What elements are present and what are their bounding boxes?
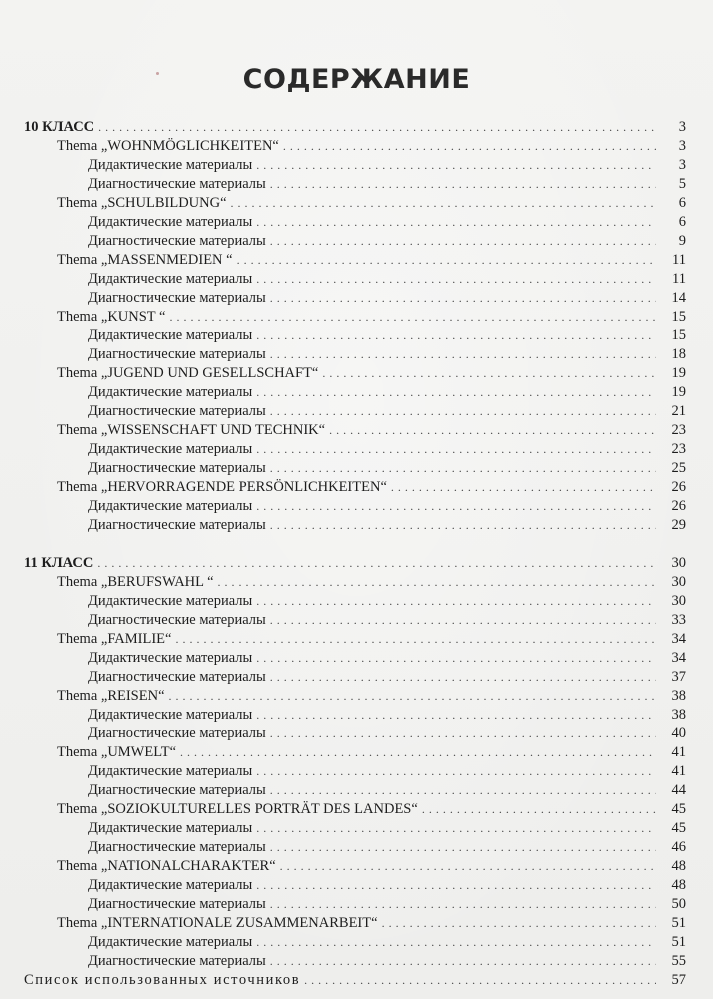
toc-subitem-row: [88, 876, 686, 894]
toc-entry-label: Дидактические материалы: [88, 384, 253, 401]
toc-subitem-row: [88, 762, 686, 780]
toc-page-number: 19: [671, 384, 686, 401]
dot-leader: [270, 232, 656, 250]
toc-section-row: [24, 554, 686, 572]
toc-subitem-row: [88, 819, 686, 837]
toc-topic-row: [57, 308, 686, 326]
toc-subitem-row: [88, 175, 686, 193]
toc-topic-row: [57, 857, 686, 875]
toc-entry-label: Дидактические материалы: [88, 498, 253, 514]
toc-subitem-row: [88, 213, 686, 231]
toc-entry-label: Thema „MASSENMEDIEN “: [57, 251, 233, 268]
toc-entry-label: Диагностические материалы: [88, 611, 266, 628]
toc-subitem-row: [88, 611, 686, 629]
toc-page-number: 51: [671, 933, 686, 950]
dot-leader: [256, 592, 656, 610]
dot-leader: [256, 326, 656, 344]
dot-leader: [237, 251, 656, 269]
dot-leader: [231, 194, 656, 212]
dot-leader: [270, 724, 656, 742]
toc-page-number: 6: [678, 213, 686, 230]
toc-page-number: 26: [671, 498, 686, 514]
dot-leader: [391, 478, 656, 496]
dot-leader: [304, 971, 656, 989]
toc-subitem-row: [88, 383, 686, 401]
dot-leader: [256, 933, 656, 951]
toc-entry-label: Диагностические материалы: [88, 782, 266, 799]
dot-leader: [329, 421, 656, 439]
toc-entry-label: Thema „SCHULBILDUNG“: [57, 194, 227, 211]
toc-entry-label: Thema „UMWELT“: [57, 744, 177, 761]
toc-page-number: 50: [671, 896, 686, 912]
toc-page-number: 23: [671, 441, 686, 458]
toc-subitem-row: [88, 270, 686, 288]
toc-page-number: 30: [671, 573, 686, 590]
toc-page-number: 38: [671, 706, 686, 723]
dot-leader: [98, 118, 656, 136]
toc-entry-label: Диагностические материалы: [88, 346, 266, 363]
dot-leader: [169, 687, 656, 705]
toc-entry-label: Дидактические материалы: [88, 763, 253, 780]
toc-page-number: 45: [671, 820, 686, 837]
toc-subitem-row: [88, 724, 686, 742]
toc-subitem-row: [88, 326, 686, 344]
toc-subitem-row: [88, 895, 686, 913]
dot-leader: [322, 364, 656, 382]
toc-page-number: 6: [678, 194, 686, 211]
toc-entry-label: Дидактические материалы: [88, 933, 253, 950]
toc-entry-label: Дидактические материалы: [88, 820, 253, 837]
dot-leader: [270, 668, 656, 686]
dot-leader: [256, 440, 656, 458]
toc-entry-label: Диагностические материалы: [88, 516, 266, 533]
toc-entry-label: Дидактические материалы: [88, 706, 253, 723]
toc-entry-label: Дидактические материалы: [88, 156, 253, 173]
dot-leader: [256, 213, 656, 231]
toc-page-number: 30: [671, 592, 686, 609]
toc-entry-label: Thema „SOZIOKULTURELLES PORTRÄT DES LANDES“: [57, 801, 418, 818]
toc-page-number: 37: [671, 668, 686, 685]
toc-page-number: 38: [671, 687, 686, 704]
toc-page-number: 9: [678, 232, 686, 249]
toc-topic-row: [57, 478, 686, 496]
dot-leader: [180, 743, 656, 761]
toc-topic-row: [57, 687, 686, 705]
toc-page-number: 34: [671, 630, 686, 647]
dot-leader: [270, 402, 656, 420]
dot-leader: [256, 762, 656, 780]
toc-page-number: 14: [671, 289, 686, 306]
toc-topic-row: [57, 914, 686, 932]
toc-entry-label: Диагностические материалы: [88, 232, 266, 249]
toc-entry-label: Диагностические материалы: [88, 839, 266, 856]
toc-entry-label: Thema „JUGEND UND GESELLSCHAFT“: [57, 365, 319, 382]
toc-entry-label: Диагностические материалы: [88, 403, 266, 420]
toc-entry-label: Диагностические материалы: [88, 725, 266, 742]
toc-entry-label: Thema „WISSENSCHAFT UND TECHNIK“: [57, 422, 326, 439]
toc-page-number: 11: [672, 251, 686, 268]
dot-leader: [270, 781, 656, 799]
toc-subitem-row: [88, 952, 686, 970]
toc-page-number: 3: [678, 156, 686, 173]
toc-subitem-row: [88, 459, 686, 477]
dot-leader: [256, 497, 656, 515]
toc-subitem-row: [88, 402, 686, 420]
toc-topic-row: [57, 421, 686, 439]
dot-leader: [270, 516, 656, 534]
toc-topic-row: [57, 251, 686, 269]
dot-leader: [270, 175, 656, 193]
toc-subitem-row: [88, 592, 686, 610]
toc-topic-row: [57, 194, 686, 212]
toc-page-number: 15: [671, 327, 686, 344]
toc-subitem-row: [88, 838, 686, 856]
toc-subitem-row: [88, 232, 686, 250]
toc-page-number: 57: [671, 971, 686, 988]
toc-page-number: 34: [671, 649, 686, 666]
toc-entry-label: Список использованных источников: [24, 971, 301, 988]
toc-page-number: 25: [671, 460, 686, 477]
dot-leader: [169, 308, 656, 326]
toc-entry-label: Дидактические материалы: [88, 270, 253, 287]
dot-leader: [270, 459, 656, 477]
toc-entry-label: Дидактические материалы: [88, 441, 253, 458]
toc-entry-label: 10 КЛАСС: [24, 119, 95, 135]
toc-page-number: 41: [671, 763, 686, 780]
toc-entry-label: 11 КЛАСС: [24, 554, 94, 571]
toc-subitem-row: [88, 781, 686, 799]
toc-entry-label: Дидактические материалы: [88, 213, 253, 230]
dot-leader: [270, 895, 656, 913]
toc-topic-row: [57, 630, 686, 648]
dot-leader: [256, 819, 656, 837]
toc-entry-label: Диагностические материалы: [88, 952, 266, 969]
toc-page-number: 3: [678, 137, 686, 154]
toc-entry-label: Диагностические материалы: [88, 460, 266, 477]
toc-page-number: 18: [671, 346, 686, 363]
toc-page-number: 48: [671, 858, 686, 875]
toc-entry-label: Thema „INTERNATIONALE ZUSAMMENARBEIT“: [57, 914, 378, 931]
toc-entry-label: Thema „KUNST “: [57, 308, 166, 325]
toc-page-number: 30: [671, 554, 686, 571]
toc-topic-row: [57, 743, 686, 761]
toc-entry-label: Thema „HERVORRAGENDE PERSÖNLICHKEITEN“: [57, 479, 387, 496]
dot-leader: [270, 611, 656, 629]
toc-page-number: 21: [671, 403, 686, 420]
toc-page-number: 29: [671, 516, 686, 533]
toc-topic-row: [57, 364, 686, 382]
toc-entry-label: Диагностические материалы: [88, 896, 266, 912]
toc-page-number: 44: [671, 782, 686, 799]
dot-leader: [270, 838, 656, 856]
toc-topic-row: [57, 800, 686, 818]
toc-entry-label: Дидактические материалы: [88, 877, 253, 894]
toc-entry-label: Thema „REISEN“: [57, 687, 165, 704]
toc-section-row: [24, 118, 686, 136]
dot-leader: [270, 289, 656, 307]
toc-subitem-row: [88, 649, 686, 667]
page-title: СОДЕРЖАНИЕ: [242, 64, 471, 95]
toc-topic-row: [57, 573, 686, 591]
dot-leader: [382, 914, 656, 932]
toc-topic-row: [57, 137, 686, 155]
dot-leader: [270, 345, 656, 363]
toc-subitem-row: [88, 440, 686, 458]
dot-leader: [256, 876, 656, 894]
dot-leader: [256, 156, 656, 174]
dot-leader: [270, 952, 656, 970]
toc-page-number: 33: [671, 611, 686, 628]
toc-sources-row: [24, 971, 686, 989]
dot-leader: [256, 706, 656, 724]
toc-subitem-row: [88, 289, 686, 307]
toc-page-number: 41: [671, 744, 686, 761]
toc-entry-label: Дидактические материалы: [88, 649, 253, 666]
dot-leader: [280, 857, 656, 875]
toc-page-number: 5: [678, 175, 686, 192]
toc-page-number: 51: [671, 914, 686, 931]
dot-leader: [218, 573, 656, 591]
toc-page-number: 46: [671, 839, 686, 856]
toc-subitem-row: [88, 516, 686, 534]
toc-subitem-row: [88, 156, 686, 174]
toc-entry-label: Thema „NATIONALCHARAKTER“: [57, 858, 276, 875]
toc-subitem-row: [88, 345, 686, 363]
toc-page-number: 48: [671, 877, 686, 894]
toc-page-number: 15: [671, 308, 686, 325]
toc-entry-label: Thema „FAMILIE“: [57, 630, 172, 647]
toc-subitem-row: [88, 706, 686, 724]
toc-entry-label: Диагностические материалы: [88, 175, 266, 192]
toc-subitem-row: [88, 668, 686, 686]
toc-subitem-row: [88, 497, 686, 515]
toc-page-number: 3: [678, 119, 686, 135]
toc-entry-label: Дидактические материалы: [88, 592, 253, 609]
toc-entry-label: Thema „WOHNMÖGLICHKEITEN“: [57, 137, 279, 154]
dot-leader: [256, 383, 656, 401]
toc-page-number: 26: [671, 479, 686, 496]
toc-subitem-row: [88, 933, 686, 951]
toc-page-number: 40: [671, 725, 686, 742]
dot-leader: [283, 137, 656, 155]
dot-leader: [422, 800, 656, 818]
dot-leader: [97, 554, 656, 572]
toc-page-number: 23: [671, 422, 686, 439]
toc-entry-label: Диагностические материалы: [88, 289, 266, 306]
dot-leader: [256, 649, 656, 667]
toc-entry-label: Дидактические материалы: [88, 327, 253, 344]
dot-leader: [256, 270, 656, 288]
toc-page-number: 11: [672, 270, 686, 287]
toc-page-number: 19: [671, 365, 686, 382]
toc-entry-label: Диагностические материалы: [88, 668, 266, 685]
toc-entry-label: Thema „BERUFSWAHL “: [57, 573, 214, 590]
dot-leader: [175, 630, 656, 648]
toc-page-number: 45: [671, 801, 686, 818]
toc-page-number: 55: [671, 952, 686, 969]
